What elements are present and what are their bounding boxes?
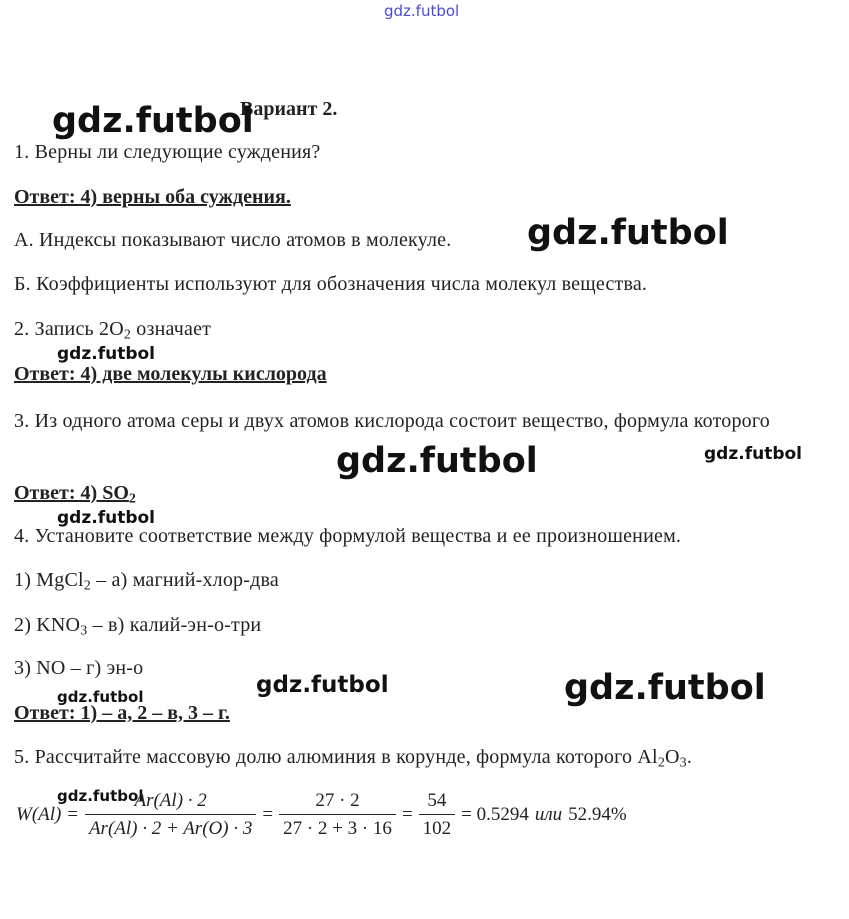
match-item-2-subscript: 3 [80,623,88,639]
answer-3-text: Ответ: 4) SO [14,482,129,504]
answer-4: Ответ: 1) – а, 2 – в, 3 – г. [14,702,230,724]
watermark-6: gdz.futbol [57,508,155,528]
fraction-general [85,790,256,840]
formula-result: = 0.5294 [461,804,529,825]
match-item-2 [14,614,261,637]
formula-percent: 52.94% [568,804,627,825]
watermark-5: gdz.futbol [704,444,802,464]
question-5-subscript-2: 3 [679,755,687,771]
question-5-text-end: . [686,746,693,768]
match-item-2-text-end: – в) калий-эн-о-три [87,614,262,636]
question-2-text-end: означает [131,318,212,340]
page-title: Вариант 2. [240,98,338,120]
fraction-general-numerator: Ar(Al) · 2 [134,790,207,811]
fraction-general-denominator: Ar(Al) · 2 + Ar(O) · 3 [85,814,256,840]
watermark-8: gdz.futbol [564,668,766,708]
statement-b: Б. Коэффициенты используют для обозначения числа молекул вещества. [14,273,648,295]
question-5 [14,746,692,769]
fraction-simplified-denominator: 102 [419,814,456,840]
question-5-subscript-1: 2 [657,755,666,771]
match-item-3: 3) NO – г) эн-о [14,657,144,679]
question-2 [14,318,211,341]
fraction-simplified-numerator: 54 [427,790,447,811]
match-item-2-text: 2) KNO [14,614,81,636]
fraction-simplified [419,790,456,840]
formula-lhs: W(Al) = [16,804,79,825]
match-item-1-text: 1) MgCl [14,569,84,591]
watermark-2: gdz.futbol [527,213,729,253]
match-item-1-text-end: – а) магний-хлор-два [90,569,279,591]
question-5-text-mid: O [665,746,680,768]
watermark-4: gdz.futbol [336,441,538,481]
fraction-numeric [279,790,396,840]
question-2-text: 2. Запись 2O [14,318,124,340]
question-3: 3. Из одного атома серы и двух атомов кислорода состоит вещество, формула которого [14,410,770,432]
watermark-3: gdz.futbol [57,344,155,364]
statement-a: А. Индексы показывают число атомов в молекуле. [14,229,452,251]
match-item-1 [14,569,279,592]
fraction-numeric-numerator: 27 · 2 [315,790,360,811]
match-item-1-subscript: 2 [83,578,91,594]
question-5-text: 5. Рассчитайте массовую долю алюминия в корунде, формула которого Al [14,746,658,768]
question-1: 1. Верны ли следующие суждения? [14,141,321,163]
answer-3-subscript: 2 [128,491,136,507]
answer-1: Ответ: 4) верны оба суждения. [14,186,291,208]
watermark-top: gdz.futbol [384,2,460,20]
watermark-1: gdz.futbol [52,101,254,141]
question-2-subscript: 2 [123,327,132,343]
fraction-numeric-denominator: 27 · 2 + 3 · 16 [279,814,396,840]
equals-sign-1: = [262,804,274,825]
answer-3 [14,482,136,505]
watermark-9: gdz.futbol [57,688,144,706]
question-4: 4. Установите соответствие между формулой вещества и ее произношением. [14,525,682,547]
mass-fraction-formula [16,790,627,840]
answer-2: Ответ: 4) две молекулы кислорода [14,363,327,385]
watermark-10: gdz.futbol [57,787,144,805]
watermark-7: gdz.futbol [256,672,389,698]
formula-or: или [534,804,563,825]
equals-sign-2: = [401,804,413,825]
